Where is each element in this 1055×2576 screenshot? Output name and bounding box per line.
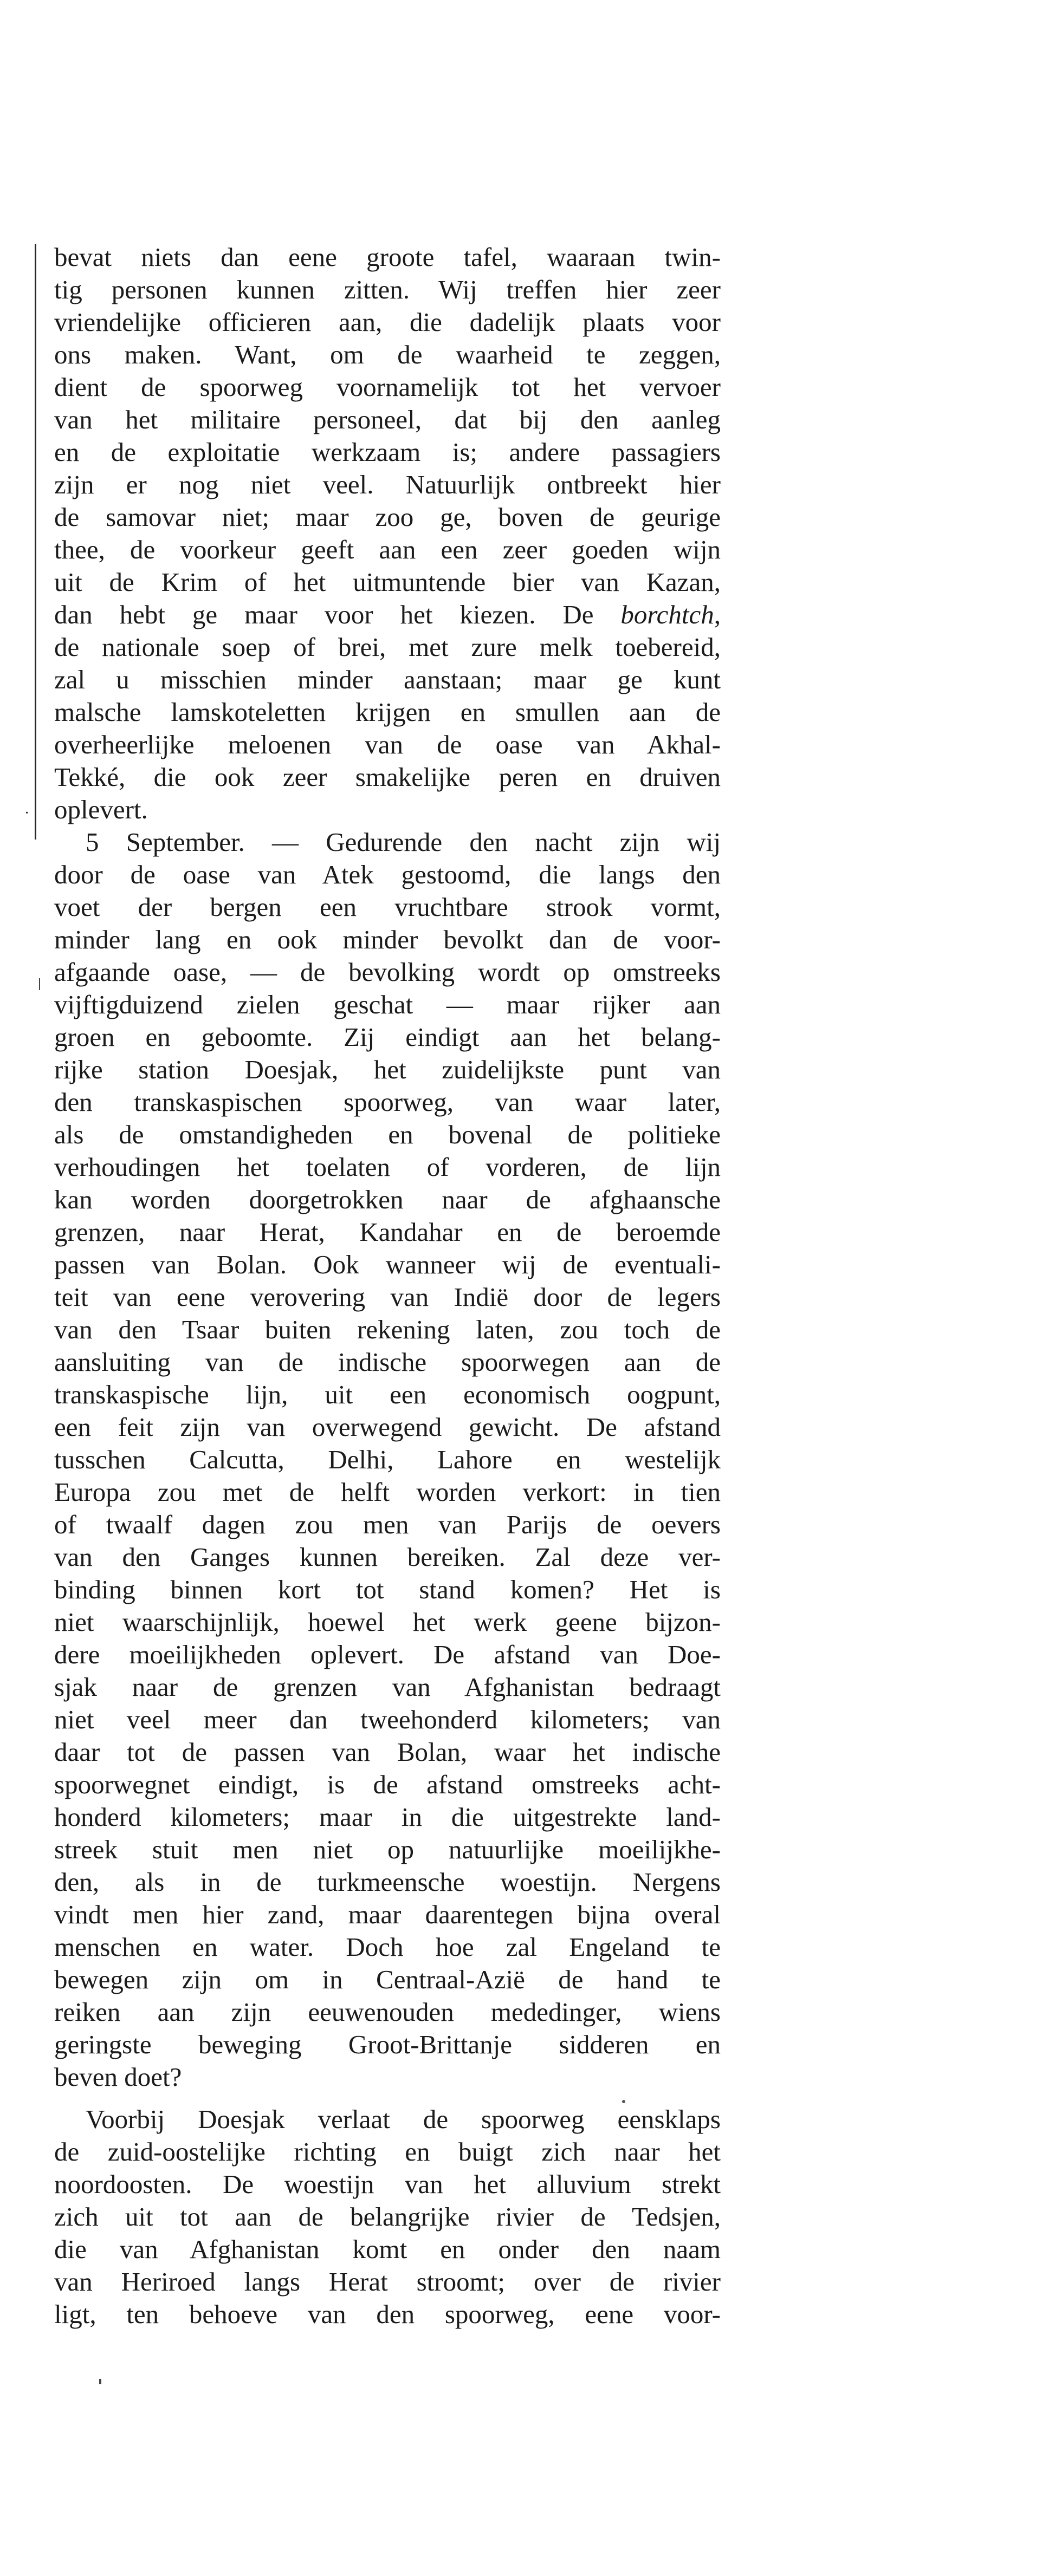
text-line: die van Afghanistan komt en onder den naam	[54, 2234, 721, 2264]
text-line: tusschen Calcutta, Delhi, Lahore en westelijk	[54, 1445, 721, 1474]
text-line: ons maken. Want, om de waarheid te zeggen,	[54, 340, 721, 369]
text-line: overheerlijke meloenen van de oase van Akhal-	[54, 730, 721, 759]
body-text	[54, 241, 721, 2331]
text-line: uit de Krim of het uitmuntende bier van Kazan,	[54, 567, 721, 597]
text-line: aansluiting van de indische spoorwegen aan de	[54, 1347, 721, 1377]
text-line: zijn er nog niet veel. Natuurlijk ontbreekt hier	[54, 470, 721, 499]
text-line: transkaspische lijn, uit een economisch oogpunt,	[54, 1380, 721, 1409]
text-line: den, als in de turkmeensche woestijn. Nergens	[54, 1867, 721, 1897]
text-line: dient de spoorweg voornamelijk tot het vervoer	[54, 372, 721, 402]
text-line: zich uit tot aan de belangrijke rivier de Tedsjen,	[54, 2202, 721, 2232]
text-line: noordoosten. De woestijn van het alluvium strekt	[54, 2169, 721, 2199]
text-line: een feit zijn van overwegend gewicht. De afstand	[54, 1412, 721, 1442]
paragraph	[54, 826, 721, 2093]
text-line: reiken aan zijn eeuwenouden mededinger, wiens	[54, 1997, 721, 2027]
text-line: minder lang en ook minder bevolkt dan de voor-	[54, 925, 721, 954]
text-line: de samovar niet; maar zoo ge, boven de geurige	[54, 502, 721, 532]
text-line: thee, de voorkeur geeft aan een zeer goeden wijn	[54, 535, 721, 564]
text-line: Tekké, die ook zeer smakelijke peren en druiven	[54, 762, 721, 792]
text-line: zal u misschien minder aanstaan; maar ge kunt	[54, 665, 721, 694]
text-line: bewegen zijn om in Centraal-Azië de hand te	[54, 1964, 721, 1994]
italic-term: borchtch	[620, 600, 714, 629]
text-line: streek stuit men niet op natuurlijke moeilijkhe-	[54, 1835, 721, 1864]
text-line: sjak naar de grenzen van Afghanistan bedraagt	[54, 1672, 721, 1702]
text-line: als de omstandigheden en bovenal de politieke	[54, 1120, 721, 1149]
paragraph	[54, 2103, 721, 2331]
text-line: afgaande oase, — de bevolking wordt op omstreeks	[54, 957, 721, 987]
text-line: 5 September. — Gedurende den nacht zijn wij	[86, 827, 721, 857]
text-line: honderd kilometers; maar in die uitgestrekte land-	[54, 1802, 721, 1832]
text-line: vijftigduizend zielen geschat — maar rijker aan	[54, 990, 721, 1019]
text-line: tig personen kunnen zitten. Wij treffen hier zeer	[54, 275, 721, 304]
text-line: dere moeilijkheden oplevert. De afstand van Doe-	[54, 1640, 721, 1669]
text-line: oplevert.	[54, 795, 148, 824]
text-line: vindt men hier zand, maar daarentegen bijna overal	[54, 1900, 721, 1929]
text-line: niet waarschijnlijk, hoewel het werk geene bijzon-	[54, 1607, 721, 1637]
text-line: verhoudingen het toelaten of vorderen, de lijn	[54, 1152, 721, 1182]
text-line: rijke station Doesjak, het zuidelijkste punt van	[54, 1055, 721, 1084]
text-line: de zuid-oostelijke richting en buigt zich naar het	[54, 2137, 721, 2167]
text-line: daar tot de passen van Bolan, waar het indische	[54, 1737, 721, 1767]
text-line: de nationale soep of brei, met zure melk toebereid,	[54, 632, 721, 662]
text-line: Voorbij Doesjak verlaat de spoorweg eensklaps	[86, 2104, 721, 2134]
text-line: Europa zou met de helft worden verkort: in tien	[54, 1477, 721, 1507]
text-line: beven doet?	[54, 2062, 182, 2092]
text-line: groen en geboomte. Zij eindigt aan het belang-	[54, 1022, 721, 1052]
print-speck	[99, 2379, 101, 2384]
text-line: niet veel meer dan tweehonderd kilometers; van	[54, 1705, 721, 1734]
text-line: menschen en water. Doch hoe zal Engeland te	[54, 1932, 721, 1962]
margin-tick	[39, 978, 40, 990]
text-line: malsche lamskoteletten krijgen en smullen aan de	[54, 697, 721, 727]
text-line: of twaalf dagen zou men van Parijs de oevers	[54, 1510, 721, 1539]
text-line: teit van eene verovering van Indië door de legers	[54, 1282, 721, 1312]
text-line: van den Ganges kunnen bereiken. Zal deze ver-	[54, 1542, 721, 1572]
text-line: voet der bergen een vruchtbare strook vormt,	[54, 892, 721, 922]
text-run: dan hebt ge maar voor het kiezen. De	[54, 600, 621, 629]
text-line: van het militaire personeel, dat bij den aanleg	[54, 405, 721, 434]
text-line: passen van Bolan. Ook wanneer wij de eventuali-	[54, 1250, 721, 1279]
text-line: den transkaspischen spoorweg, van waar later,	[54, 1087, 721, 1117]
text-line: vriendelijke officieren aan, die dadelijk plaats voor	[54, 307, 721, 337]
text-line: grenzen, naar Herat, Kandahar en de beroemde	[54, 1217, 721, 1247]
text-line: van Heriroed langs Herat stroomt; over de rivier	[54, 2267, 721, 2297]
text-line: ligt, ten behoeve van den spoorweg, eene voor-	[54, 2299, 721, 2329]
text-line: binding binnen kort tot stand komen? Het is	[54, 1575, 721, 1604]
text-line	[54, 599, 721, 631]
text-line: en de exploitatie werkzaam is; andere passagiers	[54, 437, 721, 467]
text-line: door de oase van Atek gestoomd, die langs den	[54, 860, 721, 889]
text-line: spoorwegnet eindigt, is de afstand omstreeks acht-	[54, 1770, 721, 1799]
text-line: van den Tsaar buiten rekening laten, zou toch de	[54, 1315, 721, 1344]
paragraph	[54, 241, 721, 826]
text-run: ,	[714, 600, 721, 629]
text-line: bevat niets dan eene groote tafel, waaraan twin-	[54, 242, 721, 272]
text-line: geringste beweging Groot-Brittanje sidderen en	[54, 2029, 721, 2059]
margin-mark: ·	[24, 805, 30, 822]
margin-rule	[35, 244, 36, 840]
text-line: kan worden doorgetrokken naar de afghaansche	[54, 1185, 721, 1214]
